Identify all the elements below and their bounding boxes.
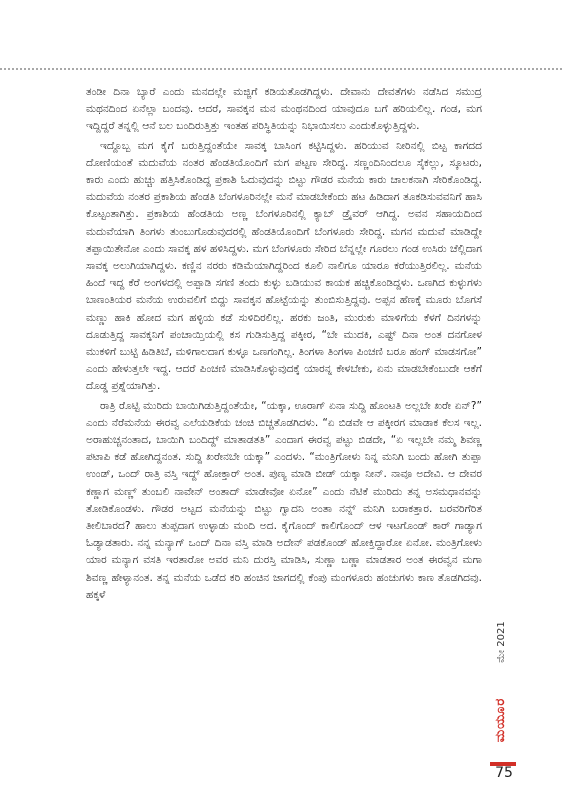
article-paragraph-3: ರಾತ್ರಿ ರೊಟ್ಟಿ ಮುರಿದು ಬಾಯಿಗಿಡುತ್ತಿದ್ದಂತೆಯೇ, “ಯಕ್ಕಾ, ಊರಾಗ್ ಏನಾ ಸುದ್ದಿ ಹೊಂಟತಿ ಅಲ್ಲಬೇ ಖರೇ ಏನ್?” ಎಂದು ನೆರೆಮನೆಯ ಈರವ್ವ ಎಲೆಯಡಿಕೆಯ ಚಂಚಿ ಬಿಚ್ಚತೊಡಗಿದಳು. “ಏ ಬಿಡವೇ ಆ ಪಕ್ಕೀರಗ ಮಾಡಾಕ ಕೆಲಸ ಇಲ್ಲ. ಅರಾಹುಚ್ಚನಂತಾದ, ಬಾಯಿಗಿ ಬಂದಿದ್ದ್ ಮಾತಾಡತತಿ” ಎಂದಾಗ ಈರವ್ವ ಪಟ್ಟು ಬಿಡದೇ, “ಏ ಇಲ್ಲಬೇ ನಮ್ಮ ಶಿವಣ್ಣ ಪಟಾಪಿ ಕಡೆ ಹೋಗಿದ್ದನಂತ. ಸುದ್ದಿ ಖರೇನಬೇ ಯಕ್ಕಾ” ಎಂದಳು. “ಮಂತ್ರಿಗೋಳು ನಿನ್ನ ಮನಿಗಿ ಬಂದು ಹೋಗಿ ತುಪ್ಪಾ ಉಂಡ್, ಒಂದ್ ರಾತ್ರಿ ವಸ್ತಿ ಇದ್ದ್ ಹೋಕ್ತಾರ್ ಅಂತ. ಪುಣ್ಯ ಮಾಡಿ ಬೀಡ್ ಯಕ್ಕಾ ನೀನ್. ನಾವೂ ಅದೇವಿ. ಆ ದೇವರ ಕಣ್ಣಾಗ ಮಣ್ಣ್ ತುಂಬಲಿ ನಾವೇನ್ ಅಂತಾದ್ ಮಾಡೇವೋ ಏನೋ” ಎಂದು ನೆಟಿಕೆ ಮುರಿದು ತನ್ನ ಅಸಮಧಾನವನ್ನು ತೋಡಿಕೊಂಡಳು. ಗೌಡರ ಅಟ್ಟದ ಮನೆಯನ್ನು ಬಿಟ್ಟು ಗ್ವಾದನಿ ಅಂತಾ ನನ್ನ್ ಮನಿಗಿ ಬರಾಕತ್ತಾರ. ಬರವರಿಗೆರಿತ ತೀಲಿಬಾರದ? ಹಾಲು ತುಪ್ಪದಾಗ ಉಳ್ಳಾಡು ಮಂದಿ ಅದ. ಕೈಗೊಂದ್ ಕಾಲಿಗೊಂದ್ ಆಳ ಇಟಗೊಂಡ್ ಕಾರ್ ಗಾಡ್ಯಾಗ ಓಡ್ಯಾಡತಾರು. ನನ್ನ ಮನ್ಯಾಗ್ ಒಂದ್ ದಿನಾ ವಸ್ತಿ ಮಾಡಿ ಅದೇನ್ ಪಡಕೊಂಡ್ ಹೋಕ್ತಿದ್ದಾರೋ ಏನೋ. ಮಂತ್ರಿಗೋಳು ಯಾರ ಮನ್ಯಾಗ ವಸತಿ ಇರತಾರೋ ಅವರ ಮನಿ ದುರಸ್ತಿ ಮಾಡಿಸಿ, ಸುಣ್ಣಾ ಬಣ್ಣಾ ಮಾಡತಾರ ಅಂತ ಈರವ್ವನ ಮಗಾ ಶಿವಣ್ಣ ಹೇಳ್ಯಾನಂತ. ತನ್ನ ಮನೆಯ ಒಡೆದ ಕರಿ ಹಂಚಿನ ಜಾಗದಲ್ಲಿ ಕೆಂಪು ಮಂಗಳೂರು ಹಂಚುಗಳು ಕಾಣ ತೊಡಗಿದವು. ಹಕ್ಕಳೆ <box>86 399 482 601</box>
article-body <box>86 84 482 604</box>
issue-date: ಮೇ 2021 <box>496 621 507 663</box>
page-number: 75 <box>495 765 513 781</box>
article-paragraph-2: ಇದ್ದೊಬ್ಬ ಮಗ ಕೈಗೆ ಬರುತ್ತಿದ್ದಂತೆಯೇ ಸಾವಕ್ಕ ಬಾಸಿಂಗ ಕಟ್ಟಿಸಿದ್ದಳು. ಹರಿಯುವ ನೀರಿನಲ್ಲಿ ಬಿಟ್ಟ ಕಾಗದದ ದೋಣಿಯಂತೆ ಮದುವೆಯ ನಂತರ ಹೆಂಡತಿಯೊಂದಿಗೆ ಮಗ ಪಟ್ಟಣ ಸೇರಿದ್ದ. ಸಣ್ಣಂದಿನಿಂದಲೂ ಸೈಕಲ್ಲು, ಸ್ಕೂಟರು, ಕಾರು ಎಂದು ಹುಚ್ಚು ಹತ್ತಿಸಿಕೊಂಡಿದ್ದ ಪ್ರಕಾಶಿ ಓದುವುದನ್ನು ಬಿಟ್ಟು ಗೌಡರ ಮನೆಯ ಕಾರು ಚಾಲಕನಾಗಿ ಸೇರಿಕೊಂಡಿದ್ದ. ಮದುವೆಯ ನಂತರ ಪ್ರಕಾಶಿಯ ಹೆಂಡತಿ ಬೆಂಗಳೂರಿನಲ್ಲೇ ಮನೆ ಮಾಡಬೇಕೆಂದು ಹಟ ಹಿಡಿದಾಗ ತೂಕಡಿಸುವವನಿಗೆ ಹಾಸಿ ಕೊಟ್ಟಂತಾಗಿತ್ತು. ಪ್ರಕಾಶಿಯ ಹೆಂಡತಿಯ ಅಣ್ಣ ಬೆಂಗಳೂರಿನಲ್ಲಿ ಕ್ಯಾಬ್ ಡ್ರೈವರ್ ಆಗಿದ್ದ. ಅವನ ಸಹಾಯದಿಂದ ಮದುವೆಯಾಗಿ ತಿಂಗಳು ತುಂಬುಗೊಡುವುದರಲ್ಲಿ ಹೆಂಡತಿಯೊಂದಿಗೆ ಬೆಂಗಳೂರು ಸೇರಿದ್ದ. ಮಗನ ಮದುವೆ ಮಾಡಿದ್ದೇ ತಪ್ಪಾಯಿತೇನೋ ಎಂದು ಸಾವಕ್ಕ ಹಳ ಹಳಿಸಿದ್ದಳು. ಮಗ ಬೆಂಗಳೂರು ಸೇರಿದ ಬೆನ್ನಲ್ಲೇ ಗೂರಲು ಗಂಡ ಉಸಿರು ಚೆಲ್ಲಿದಾಗ ಸಾವಕ್ಕ ಅಲುಗಿಯಾಗಿದ್ದಳು. ಕಣ್ಣಿನ ನರರು ಕಡಿಮೆಯಾಗಿದ್ದರಿಂದ ಕೂಲಿ ನಾಲಿಗೂ ಯಾರೂ ಕರೆಯುತ್ತಿರಲಿಲ್ಲ. ಮನೆಯ ಹಿಂದೆ ಇದ್ದ ಕೆರೆ ಅಂಗಳದಲ್ಲಿ ಅಪ್ಪಾಡಿ ಸಗಣಿ ತಂದು ಕುಳ್ಳು ಬಡಿಯುವ ಕಾಯಕ ಹಚ್ಚಿಕೊಂಡಿದ್ದಳು. ಒಣಗಿದ ಕುಳ್ಳುಗಳು ಬಾಣಂತಿಯರ ಮನೆಯ ಉರುವಲಿಗೆ ಬಿದ್ದು ಸಾವಕ್ಕನ ಹೊಟ್ಟೆಯನ್ನು ತುಂಬಿಸುತ್ತಿದ್ದವು. ಅಪ್ಪನ ಹೆಣಕ್ಕೆ ಮೂರು ಬೊಗಸೆ ಮಣ್ಣು ಹಾಕಿ ಹೋದ ಮಗ ಹಳ್ಳಿಯ ಕಡೆ ಸುಳಿದಿರಲಿಲ್ಲ. ಹರಕು ಜಂತಿ, ಮುರುಕು ಮಾಳಿಗೆಯ ಕೆಳಗೆ ದಿನಗಳನ್ನು ದೂಡುತ್ತಿದ್ದ ಸಾವಕ್ಕನಿಗೆ ಪಂಚಾಯ್ತಿಯಲ್ಲಿ ಕಸ ಗುಡಿಸುತ್ತಿದ್ದ ಪಕ್ಕೀರ, “ಬೇ ಮುದಕಿ, ಎಷ್ಟ್ ದಿನಾ ಅಂತ ದನಗೋಳ ಮುಕಳಿಗೆ ಬುಟ್ಟಿ ಹಿಡಿತಿಬೆ, ಮಳಿಗಾಲದಾಗ ಕುಳ್ಳೂ ಒಣಗಂಗಿಲ್ಲ. ತಿಂಗಳಾ ತಿಂಗಳಾ ಪಿಂಚಣಿ ಬರೂ ಹಂಗ್ ಮಾಡಸಗೋ” ಎಂದು ಹೇಳುತ್ತಲೇ ಇದ್ದ. ಆದರೆ ಪಿಂಚಣಿ ಮಾಡಿಸಿಕೊಳ್ಳುವುದಕ್ಕೆ ಯಾರನ್ನ ಕೇಳಬೇಕು, ಏನು ಮಾಡಬೇಕೆಂಬುದೇ ಆಕೆಗೆ ದೊಡ್ಡ ಪ್ರಶ್ನೆಯಾಗಿತ್ತು. <box>86 139 482 393</box>
article-paragraph-1: ತಂಡೀ ದಿನಾ ಬ್ಯಾರೆ ಎಂದು ಮನದಲ್ಲೇ ಮಜ್ಜಿಗೆ ಕಡಿಯತೊಡಗಿದ್ದಳು. ದೇವಾನು ದೇವತೆಗಳು ನಡೆಸಿದ ಸಮುದ್ರ ಮಥನದಿಂದ ಏನೆಲ್ಲಾ ಬಂದವು. ಆದರೆ, ಸಾವಕ್ಕನ ಮನ ಮಂಥನದಿಂದ ಯಾವುದೂ ಬಗೆ ಹರಿಯಲಿಲ್ಲ. ಗಂಡ, ಮಗ ಇದ್ದಿದ್ದರೆ ತನ್ನಲ್ಲಿ ಆನೆ ಬಲ ಬಂದಿರುತ್ತಿತ್ತು ಇಂತಹ ಪರಿಸ್ಥಿತಿಯನ್ನು ನಿಭಾಯಿಸಲು ಎಂದುಕೊಳ್ಳುತ್ತಿದ್ದಳು. <box>86 86 482 133</box>
header-dotted-rule <box>0 68 562 70</box>
magazine-logo: ಮಯೂರ <box>493 697 508 743</box>
